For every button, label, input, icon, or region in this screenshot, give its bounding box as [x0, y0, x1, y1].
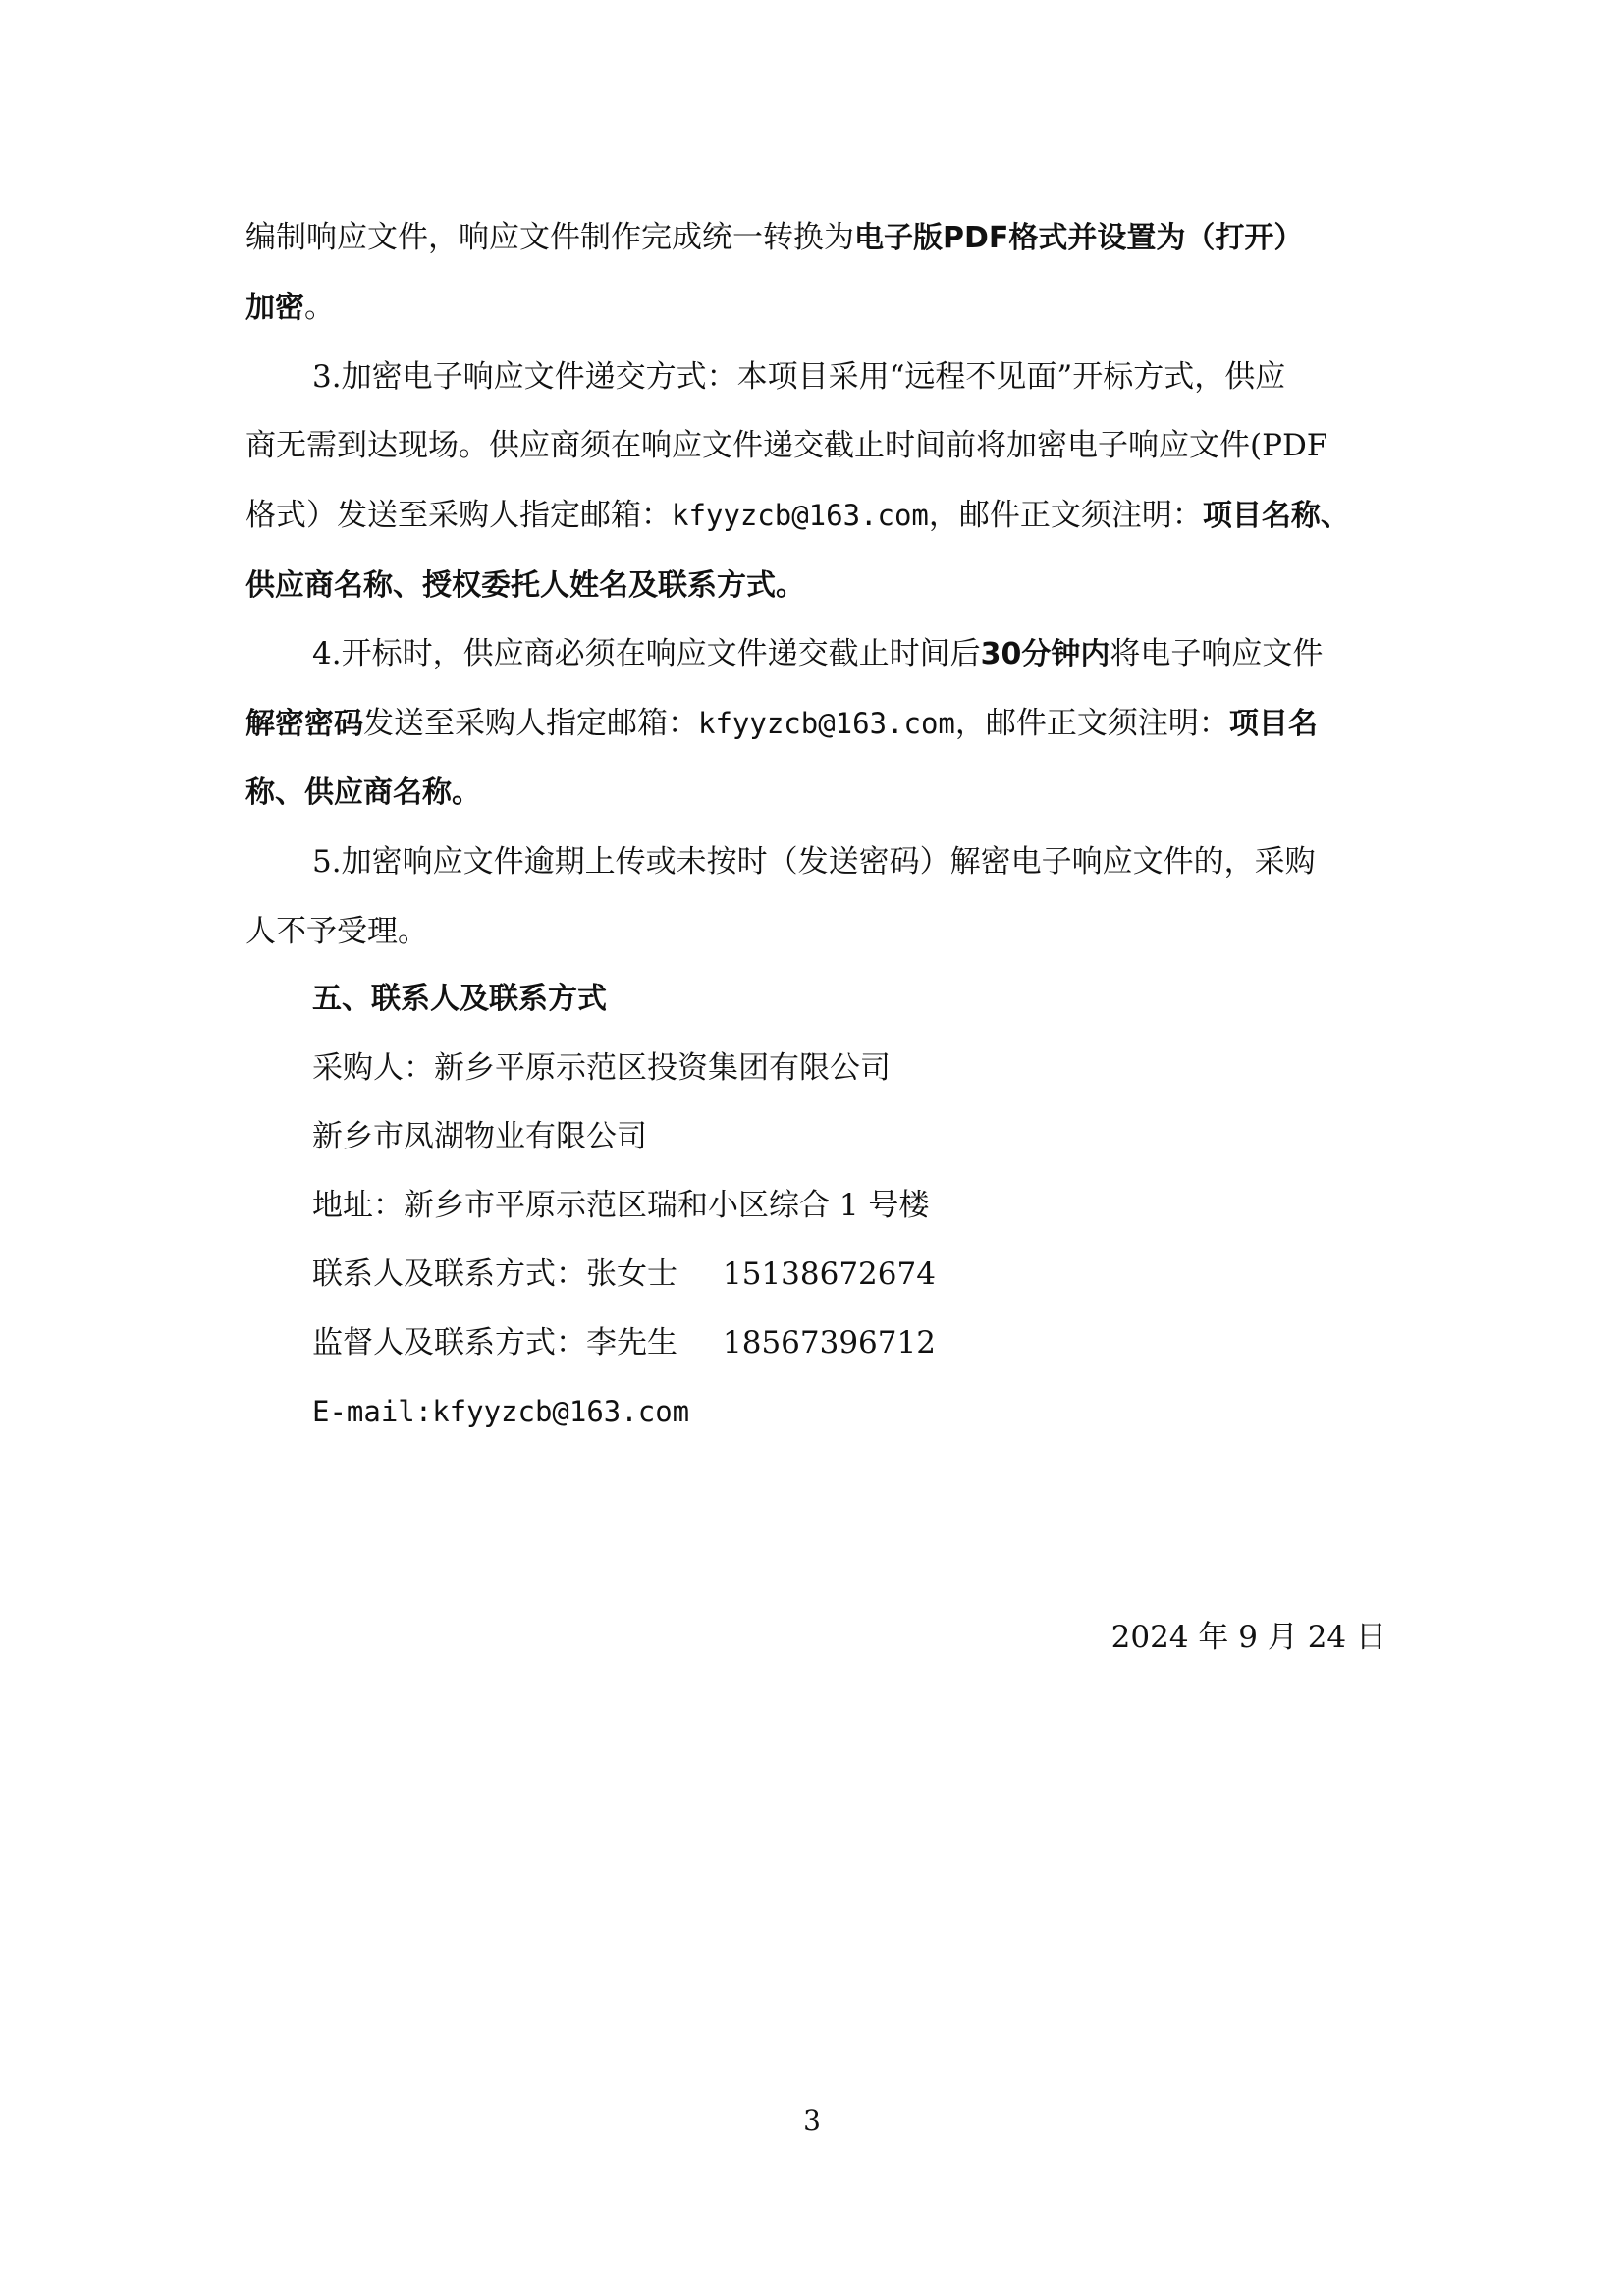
supervisor-phone: 18567396712: [723, 1325, 936, 1361]
bold-text: 项目名: [1228, 707, 1318, 741]
address-line: 地址：新乡市平原示范区瑞和小区综合 1 号楼: [312, 1188, 930, 1223]
item5-line-2: 人不予受理。: [245, 914, 428, 949]
page-number: 3: [803, 2105, 821, 2137]
email-link[interactable]: kfyyzcb@163.com: [672, 499, 929, 532]
purchaser-line: 采购人：新乡平原示范区投资集团有限公司: [312, 1050, 891, 1086]
contact-line: 联系人及联系方式：张女士 15138672674: [312, 1256, 936, 1292]
contact-phone: 15138672674: [723, 1256, 936, 1292]
section-heading: 五、联系人及联系方式: [312, 982, 607, 1016]
bold-text: 电子版PDF格式并设置为（打开）: [854, 221, 1304, 255]
company-line: 新乡市凤湖物业有限公司: [312, 1119, 647, 1154]
bold-text: 解密密码: [245, 707, 363, 741]
bold-text: 供应商名称、授权委托人姓名及联系方式。: [245, 568, 805, 603]
bold-text: 30分钟内: [980, 637, 1110, 671]
item3-line-4: [245, 565, 805, 606]
item2-line-1: 编制响应文件，响应文件制作完成统一转换为电子版PDF格式并设置为（打开）: [245, 220, 1304, 255]
item3-line-3: 格式）发送至采购人指定邮箱：kfyyzcb@163.com，邮件正文须注明：项目名称、: [245, 498, 1350, 533]
email-link[interactable]: kfyyzcb@163.com: [698, 707, 955, 740]
supervisor-line: 监督人及联系方式：李先生 18567396712: [312, 1325, 936, 1361]
document-date: 2024 年 9 月 24 日: [1110, 1620, 1386, 1655]
item4-line-3: [245, 773, 481, 813]
item2-line-2: 加密。: [245, 290, 335, 325]
item5-line-1: 5.加密响应文件逾期上传或未按时（发送密码）解密电子响应文件的，采购: [312, 844, 1316, 880]
bold-text: 加密: [245, 291, 304, 325]
email-line[interactable]: E-mail:kfyyzcb@163.com: [312, 1395, 690, 1428]
item4-line-1: 4.开标时，供应商必须在响应文件递交截止时间后30分钟内将电子响应文件: [312, 636, 1324, 671]
item3-line-1: 3.加密电子响应文件递交方式：本项目采用“远程不见面”开标方式，供应: [312, 359, 1286, 395]
item4-line-2: 解密密码发送至采购人指定邮箱：kfyyzcb@163.com，邮件正文须注明：项目名: [245, 706, 1318, 741]
item3-line-2: 商无需到达现场。供应商须在响应文件递交截止时间前将加密电子响应文件(PDF: [245, 428, 1328, 463]
bold-text: 称、供应商名称。: [245, 775, 481, 810]
bold-text: 项目名称、: [1202, 499, 1350, 533]
